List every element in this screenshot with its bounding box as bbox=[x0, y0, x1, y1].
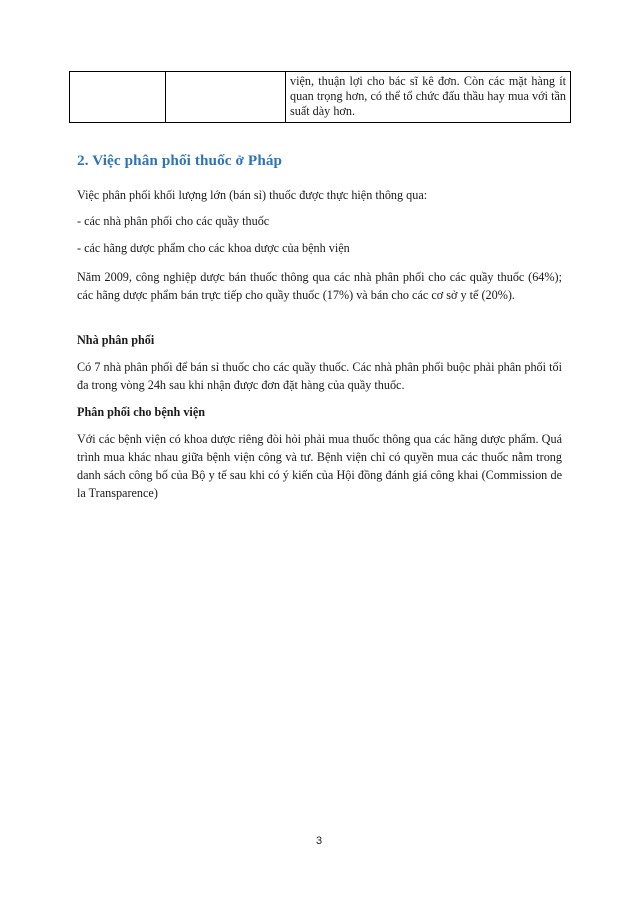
distributors-paragraph: Có 7 nhà phân phối để bán sỉ thuốc cho các quầy thuốc. Các nhà phân phối buộc phải phân phối tối đa trong vòng 24h sau khi nhận được đơn đặt hàng của quầy thuốc. bbox=[77, 360, 562, 392]
table-cell: viện, thuận lợi cho bác sĩ kê đơn. Còn các mặt hàng ít quan trọng hơn, có thể tổ chức đấu thầu hay mua với tần suất dày hơn. bbox=[286, 72, 571, 123]
list-item: - các nhà phân phối cho các quầy thuốc bbox=[77, 214, 270, 228]
stats-paragraph: Năm 2009, công nghiệp dược bán thuốc thông qua các nhà phân phối cho các quầy thuốc (64%); các hãng dược phẩm bán trực tiếp cho quầy thuốc (17%) và bán cho các cơ sở y tế (20%). bbox=[77, 270, 562, 302]
continuation-table bbox=[69, 71, 571, 123]
table-cell bbox=[166, 72, 286, 123]
section-heading: 2. Việc phân phối thuốc ở Pháp bbox=[77, 152, 283, 169]
subheading-distributors: Nhà phân phối bbox=[77, 333, 155, 347]
table-cell bbox=[70, 72, 166, 123]
list-item: - các hãng dược phẩm cho các khoa dược của bệnh viện bbox=[77, 241, 350, 255]
intro-paragraph: Việc phân phối khối lượng lớn (bán sỉ) thuốc được thực hiện thông qua: bbox=[77, 188, 428, 202]
table-row bbox=[70, 72, 571, 123]
hospitals-paragraph: Với các bệnh viện có khoa dược riêng đòi hỏi phải mua thuốc thông qua các hãng dược phẩm. Quá trình mua khác nhau giữa bệnh viện công và tư. Bệnh viện chỉ có quyền mua các thuốc nằm trong danh sách công bố của Bộ y tế sau khi có ý kiến của Hội đồng đánh giá công khai (Commission de la Transparence) bbox=[77, 432, 562, 500]
page-number: 3 bbox=[315, 835, 323, 847]
subheading-hospitals: Phân phối cho bệnh viện bbox=[77, 405, 206, 419]
